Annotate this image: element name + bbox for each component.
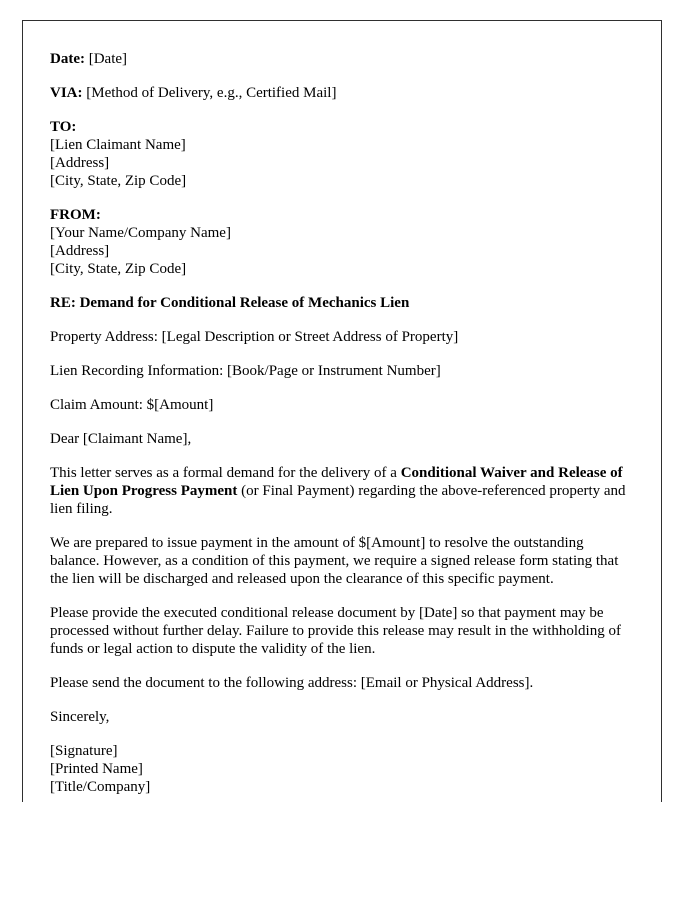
body-paragraph-4: Please send the document to the following address: [Email or Physical Address]. (50, 675, 534, 691)
via-value: [Method of Delivery, e.g., Certified Mail] (82, 85, 337, 101)
from-heading: FROM: (50, 207, 101, 223)
date-label: Date: (50, 51, 85, 67)
body-paragraph-2: We are prepared to issue payment in the amount of $[Amount] to resolve the outstanding balance. However, as a condition of this payment, we require a signed release form stating that the lien will be discharged and released upon the clearance of this specific payment. (50, 535, 619, 587)
date-line (50, 50, 634, 68)
body-paragraph-1 (50, 464, 634, 518)
to-heading: TO: (50, 119, 77, 135)
from-address: [Address] (50, 243, 110, 259)
body-paragraph-3: Please provide the executed conditional release document by [Date] so that payment may be processed without further delay. Failure to provide this release may result in the withholding of funds or legal action to dispute the validity of the lien. (50, 605, 621, 657)
claim-amount-line: Claim Amount: $[Amount] (50, 397, 214, 413)
via-label: VIA: (50, 85, 83, 101)
lien-recording-line: Lien Recording Information: [Book/Page or Instrument Number] (50, 363, 441, 379)
body-paragraph-1-post: (or Final Payment) regarding the above-referenced property and lien filing. (50, 483, 626, 517)
body-paragraph-1-pre: This letter serves as a formal demand for the delivery of a (50, 465, 401, 481)
signature-block (50, 742, 634, 796)
date-value: [Date] (84, 51, 128, 67)
closing: Sincerely, (50, 709, 110, 725)
subject-line: RE: Demand for Conditional Release of Mechanics Lien (50, 295, 410, 311)
printed-name-placeholder: [Printed Name] (50, 761, 143, 777)
via-line (50, 84, 634, 102)
title-company-placeholder: [Title/Company] (50, 779, 151, 795)
letter-sheet (22, 20, 662, 802)
from-block (50, 206, 634, 278)
to-block (50, 118, 634, 190)
to-claimant-name: [Lien Claimant Name] (50, 137, 186, 153)
to-address: [Address] (50, 155, 110, 171)
signature-placeholder: [Signature] (50, 743, 118, 759)
from-city-state-zip: [City, State, Zip Code] (50, 261, 187, 277)
from-name: [Your Name/Company Name] (50, 225, 231, 241)
body-paragraph-1-bold: Conditional Waiver and Release of Lien Upon Progress Payment (50, 465, 623, 499)
salutation: Dear [Claimant Name], (50, 431, 192, 447)
to-city-state-zip: [City, State, Zip Code] (50, 173, 187, 189)
property-address-line: Property Address: [Legal Description or Street Address of Property] (50, 329, 459, 345)
